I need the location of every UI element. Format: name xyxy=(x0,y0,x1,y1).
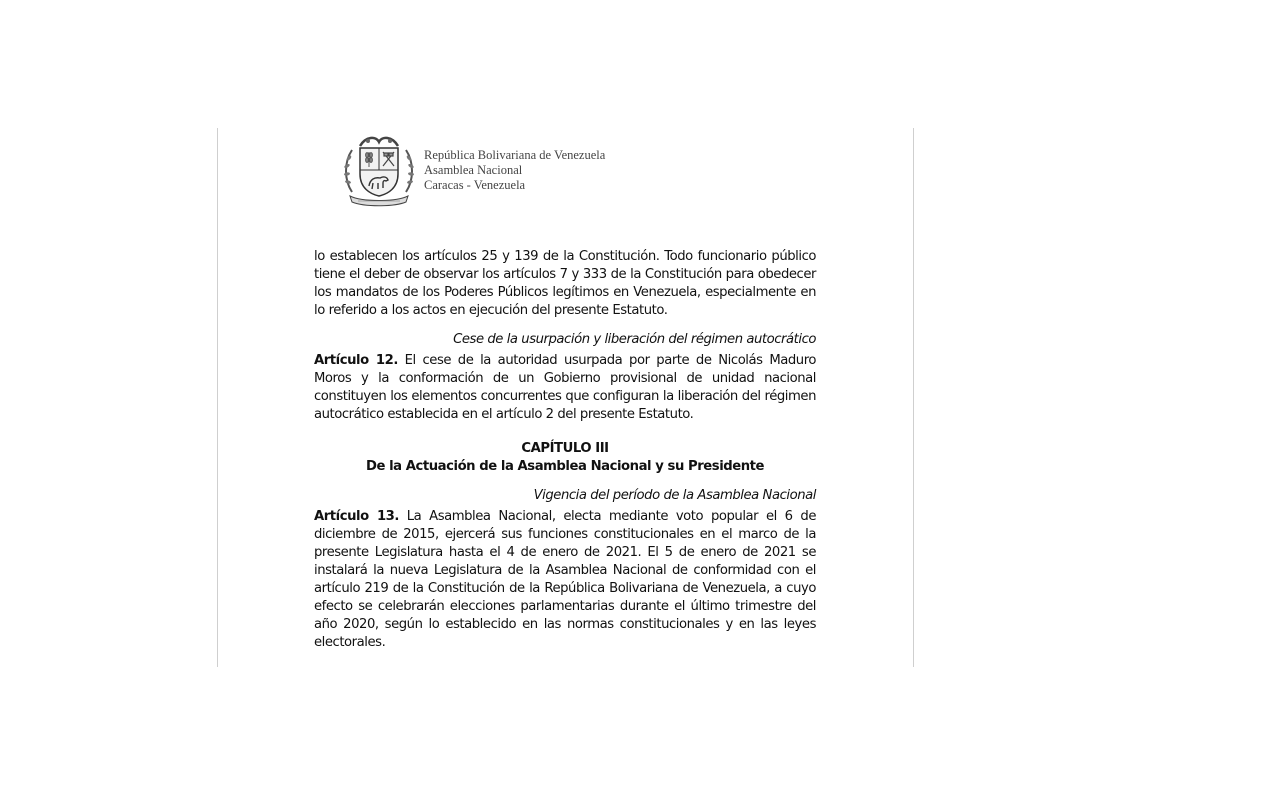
subheading-cese-usurpacion: Cese de la usurpación y liberación del régimen autocrático xyxy=(453,332,816,347)
letterhead-country: República Bolivariana de Venezuela xyxy=(424,148,606,162)
letterhead xyxy=(342,132,642,210)
letterhead-institution: Asamblea Nacional xyxy=(424,163,523,177)
letterhead-city: Caracas - Venezuela xyxy=(424,178,526,192)
article-12-label: Artículo 12. xyxy=(314,353,398,368)
article-13-text: La Asamblea Nacional, electa mediante voto popular el 6 de diciembre de 2015, ejercerá sus funciones constitucionales en el marco de la presente Legislatura hasta el 4 de enero de 2021. El 5 de enero de 2021 se instalará la nueva Legislatura de la Asamblea Nacional de conformidad con el artículo 219 de la Constitución de la República Bolivariana de Venezuela, a cuyo efecto se celebrarán elecciones parlamentarias durante el último trimestre del año 2020, según lo establecido en las normas constitucionales y en las leyes electorales. xyxy=(314,509,817,650)
article-13-label: Artículo 13. xyxy=(314,509,399,524)
article-13 xyxy=(314,508,816,652)
letterhead-text xyxy=(424,148,605,193)
article-12 xyxy=(314,352,816,424)
document-page xyxy=(217,128,914,667)
chapter-title: De la Actuación de la Asamblea Nacional y su Presidente xyxy=(365,459,765,474)
chapter-number: CAPÍTULO III xyxy=(521,441,609,456)
subheading-vigencia: Vigencia del período de la Asamblea Nacional xyxy=(533,488,816,503)
article-12-text: El cese de la autoridad usurpada por parte de Nicolás Maduro Moros y la conformación de un Gobierno provisional de unidad nacional constituyen los elementos concurrentes que configuran la liberación del régimen autocrático establecida en el artículo 2 del presente Estatuto. xyxy=(314,353,817,422)
intro-paragraph: lo establecen los artículos 25 y 139 de la Constitución. Todo funcionario público tiene el deber de observar los artículos 7 y 333 de la Constitución para obedecer los mandatos de los Poderes Públicos legítimos en Venezuela, especialmente en lo referido a los actos en ejecución del presente Estatuto. xyxy=(314,249,816,318)
document-body xyxy=(314,248,816,652)
chapter-heading xyxy=(314,440,816,476)
coat-of-arms-seal xyxy=(342,132,416,208)
